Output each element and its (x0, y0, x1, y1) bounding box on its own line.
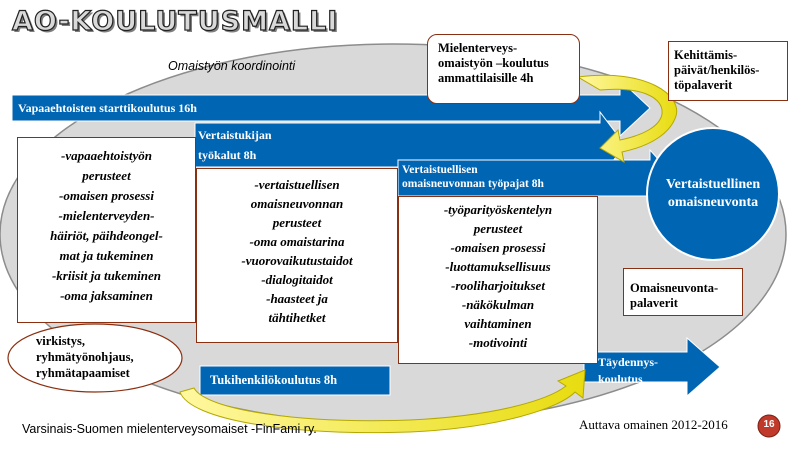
list-item: -työparityöskentelyn (443, 202, 553, 217)
list-item: -vuorovaikutustaidot (241, 253, 353, 268)
development-callout (668, 41, 788, 101)
goal-line-2: omaisneuvonta (667, 195, 759, 210)
list-item: -dialogitaidot (261, 272, 333, 287)
list-item: -haasteet ja (266, 291, 328, 306)
list-item: -motivointi (468, 335, 528, 350)
further-training-label (598, 354, 658, 388)
development-line-2: päivät/henkilös- (674, 63, 760, 77)
list-item: -luottamuksellisuus (445, 259, 551, 274)
peer-tools-line-1: Vertaistukijan (198, 128, 272, 142)
list-item: -vertaistuellisen (254, 177, 340, 192)
recreation-line-2: ryhmätyönohjaus, (36, 350, 134, 364)
mental-health-line-3: ammattilaisille 4h (438, 71, 534, 85)
volunteer-start-label: Vapaaehtoisten starttikoulutus 16h (18, 101, 197, 115)
project-footer: Auttava omainen 2012-2016 (579, 417, 728, 432)
peer-meetings-line-1: Omaisneuvonta- (630, 281, 719, 295)
further-training-line-1: Täydennys- (598, 355, 659, 369)
list-item: -mielenterveyden- (58, 208, 155, 223)
list-workshops (398, 196, 598, 364)
list-item: perusteet (82, 168, 131, 183)
further-training-line-2: koulutus (598, 372, 643, 386)
list-volunteer-basics (17, 137, 196, 323)
list-item: perusteet (473, 221, 523, 236)
list-peer-tools (196, 168, 398, 343)
list-item: tähtihetket (268, 310, 326, 325)
organization-footer: Varsinais-Suomen mielenterveysomaiset -FinFami ry. (22, 422, 317, 436)
goal-label (650, 176, 776, 212)
list-item: häiriöt, päihdeongel- (50, 228, 163, 243)
workshops-label (402, 163, 544, 191)
list-item: -rooliharjoitukset (451, 278, 545, 293)
list-item: perusteet (272, 215, 322, 230)
list-item: -oma omaistarina (249, 234, 345, 249)
recreation-line-3: ryhmätapaamiset (36, 366, 130, 380)
list-item: vaihtaminen (464, 316, 532, 331)
page-number: 16 (763, 419, 775, 430)
goal-line-1: Vertaistuellinen (665, 177, 761, 192)
development-line-1: Kehittämis- (674, 48, 738, 62)
support-staff-label: Tukihenkilökoulutus 8h (210, 373, 338, 387)
development-line-3: töpalaverit (674, 78, 733, 92)
page-title: AO-KOULUTUSMALLI (12, 6, 339, 37)
subtitle: Omaistyön koordinointi (168, 59, 296, 73)
peer-tools-line-2: työkalut 8h (198, 148, 257, 162)
list-item: -kriisit ja tukeminen (51, 268, 162, 283)
list-item: -omaisen prosessi (450, 240, 546, 255)
list-item: -omaisen prosessi (59, 188, 154, 203)
peer-meetings-callout (623, 268, 743, 316)
list-item: mat ja tukeminen (59, 248, 154, 263)
workshops-line-1: Vertaistuellisen (402, 164, 478, 176)
list-item: -vapaaehtoistyön (61, 148, 152, 163)
recreation-label (36, 333, 134, 381)
mental-health-line-1: Mielenterveys- (438, 41, 518, 55)
mental-health-callout (427, 34, 580, 104)
list-item: -näkökulman (461, 297, 535, 312)
list-item: omaisneuvonnan (250, 196, 344, 211)
mental-health-line-2: omaistyön –koulutus (438, 56, 549, 70)
peer-tools-label (198, 125, 272, 165)
peer-meetings-line-2: palaverit (630, 296, 678, 310)
list-item: -oma jaksaminen (60, 288, 153, 303)
recreation-line-1: virkistys, (36, 334, 85, 348)
workshops-line-2: omaisneuvonnan työpajat 8h (402, 178, 544, 190)
